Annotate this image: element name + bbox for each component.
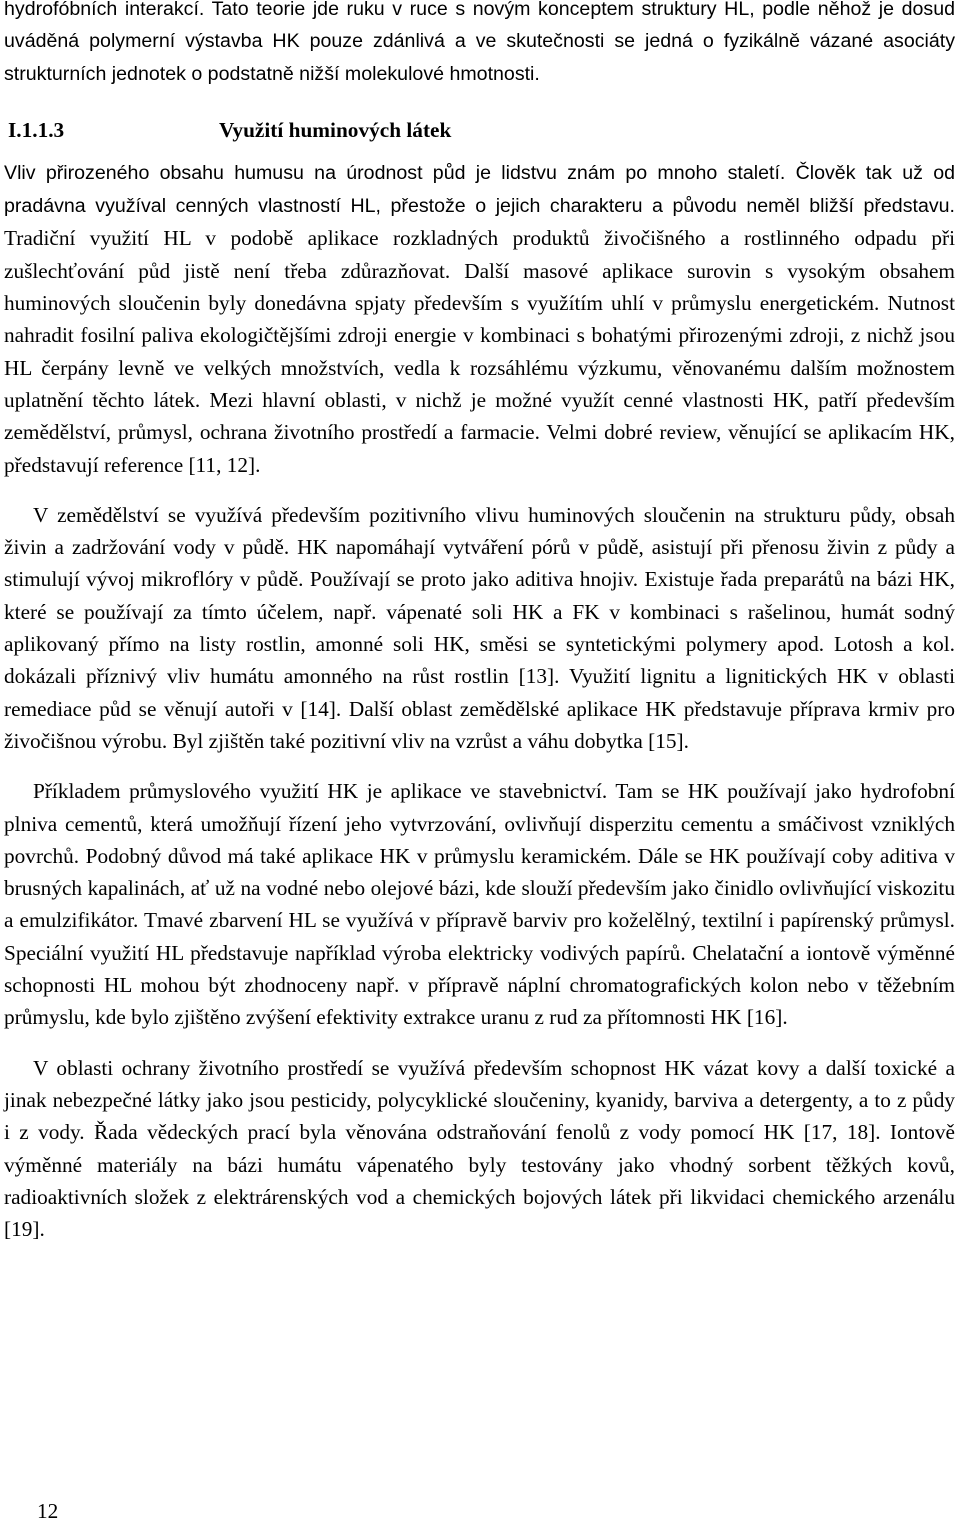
section-number: I.1.1.3: [8, 117, 65, 142]
section-heading: [4, 114, 955, 146]
paragraph-usage-overview: [4, 156, 955, 481]
paragraph-environment: V oblasti ochrany životního prostředí se využívá především schopnost HK vázat kovy a další toxické a jinak nebezpečné látky jako jsou pesticidy, polycyklické sloučeniny, kyanidy, barviva a detergenty, a to z půdy i z vody. Řada vědeckých prací byla věnována odstraňování fenolů z vody pomocí HK [17, 18]. Iontově výměnné materiály na bázi humátu vápenatého byly testovány jako vhodný sorbent těžkých kovů, radioaktivních složek z elektrárenských vod a chemických bojových látek při likvidaci chemického arzenálu [19].: [4, 1055, 955, 1242]
paragraph-agriculture: V zemědělství se využívá především pozitivního vlivu huminových sloučenin na strukturu půdy, obsah živin a zadržování vody v půdě. HK napomáhají vytváření pórů v půdě, asistují při přenosu živin z půdy a stimulují vývoj mikroflóry v půdě. Používají se proto jako aditiva hnojiv. Existuje řada preparátů na bázi HK, které se používají za tímto účelem, např. vápenaté soli HK a FK v kombinaci s rašelinou, humát sodný aplikovaný přímo na listy rostlin, amonné soli HK, směsi se syntetickými polymery apod. Lotosh a kol. dokázali příznivý vliv humátu amonného na růst rostlin [13]. Využití lignitu a lignitických HK v oblasti remediace půd se věnují autoři v [14]. Další oblast zemědělské aplikace HK představuje příprava krmiv pro živočišnou výrobu. Byl zjištěn také pozitivní vliv na vzrůst a váhu dobytka [15].: [4, 502, 955, 753]
page-number: 12: [37, 1499, 59, 1523]
paragraph-industry: Příkladem průmyslového využití HK je aplikace ve stavebnictví. Tam se HK používají jako hydrofobní plniva cementů, která umožňují řízení jeho vytvrzování, ovlivňují disperzitu cementu a smáčivost vzniklých povrchů. Podobný důvod má také aplikace HK v průmyslu keramickém. Dále se HK používají coby aditiva v brusných kapalinách, ať už na vodné nebo olejové bázi, kde slouží především jako činidlo ovlivňující viskozitu a emulzifikátor. Tmavé zbarvení HL se využívá v přípravě barviv pro koželělný, textilní i papírenský průmysl. Speciální využití HL představuje například výroba elektricky vodivých papírů. Chelatační a iontově výměnné schopnosti HL mohou být zhodnoceny např. v přípravě náplní chromatografických kolon nebo v těžebním průmyslu, kde bylo zjištěno zvýšení efektivity extrakce uranu z rud za přítomnosti HK [16].: [4, 779, 955, 1030]
section-title: Využití huminových látek: [219, 117, 452, 142]
intro-paragraph: hydrofóbních interakcí. Tato teorie jde ruku v ruce s novým konceptem struktury HL, podle něhož je dosud uváděná polymerní výstavba HK pouze zdánlivá a ve skutečnosti se jedná o fyzikálně vázané asociáty strukturních jednotek o podstatně nižší molekulové hmotnosti.: [4, 0, 955, 85]
paragraph-lead: Vliv přirozeného obsahu humusu na úrodnost půd je lidstvu znám po mnoho staletí. Člověk tak už od pradávna využíval cenných vlastností HL, přestože o jejich charakteru a původu neměl bližší představu.: [4, 161, 955, 218]
paragraph-body: Tradiční využití HL v podobě aplikace rozkladných produktů živočišného a rostlinného odpadu při zušlechťování půd jistě není třeba zdůrazňovat. Další masové aplikace surovin s vysokým obsahem huminových sloučenin byly donedávna spjaty především s využítím uhlí v průmyslu energetickém. Nutnost nahradit fosilní paliva ekologičtějšími zdroji energie v kombinaci s bohatými přirozenými zdroji, z nichž jsou HL čerpány levně ve velkých množstvích, vedla k rozsáhlému výzkumu, věnovanému dalším možnostem uplatnění těchto látek. Mezi hlavní oblasti, v nichž je možné využít cenné vlastnosti HK, patří především zemědělství, průmysl, ochrana životního prostředí a farmacie. Velmi dobré review, věnující se aplikacím HK, představují reference [11, 12].: [4, 226, 955, 477]
document-page: [4, 0, 955, 1245]
